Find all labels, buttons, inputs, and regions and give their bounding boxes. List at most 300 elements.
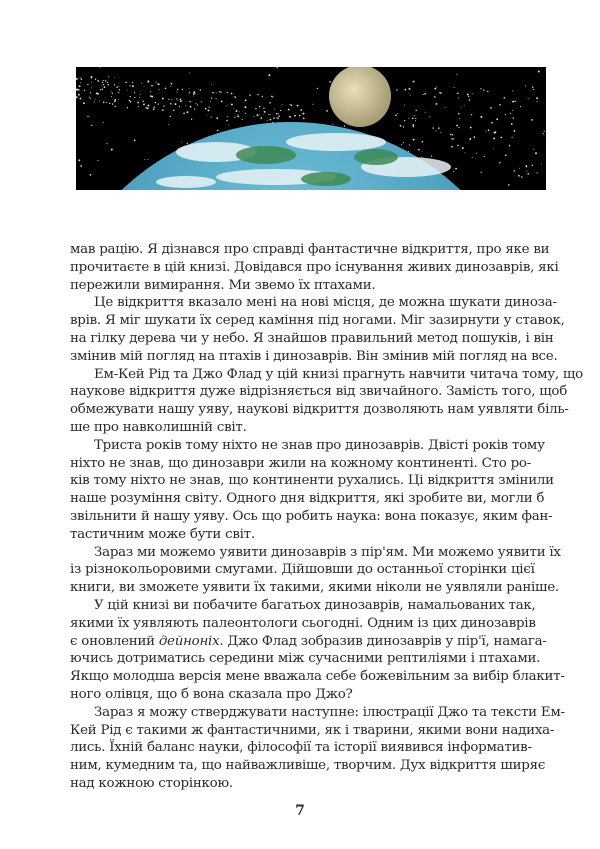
- star: [190, 106, 192, 108]
- text-line: наукове відкриття дуже відрізняється від звичайного. Замість того, щоб: [70, 384, 568, 400]
- text-line: тастичним може бути світ.: [70, 526, 255, 542]
- text-line: на гілку дерева чи у небо. Я знайшов правильний метод пошуків, і він: [70, 330, 554, 346]
- star: [450, 134, 452, 136]
- star: [520, 106, 521, 107]
- star: [418, 149, 420, 151]
- star: [329, 81, 331, 83]
- star: [207, 109, 209, 111]
- star: [458, 113, 460, 115]
- star: [484, 156, 485, 157]
- star: [177, 100, 178, 101]
- star: [525, 85, 526, 86]
- star: [80, 82, 81, 83]
- star: [488, 129, 490, 131]
- star: [80, 165, 82, 167]
- star: [425, 112, 426, 113]
- star: [147, 80, 149, 82]
- star: [84, 90, 85, 91]
- star: [112, 103, 114, 105]
- star: [106, 102, 107, 103]
- star: [511, 123, 513, 125]
- star: [456, 74, 457, 75]
- star: [421, 151, 422, 152]
- star: [280, 110, 281, 111]
- star: [415, 110, 417, 112]
- star: [219, 91, 220, 92]
- star: [185, 105, 186, 106]
- star: [487, 91, 488, 92]
- text-line: над кожною сторінкою.: [70, 775, 233, 791]
- star: [162, 98, 164, 100]
- star: [511, 137, 512, 138]
- star: [472, 93, 473, 94]
- star: [429, 116, 430, 117]
- star: [111, 149, 113, 151]
- star: [544, 131, 545, 132]
- star: [89, 97, 90, 98]
- star: [249, 95, 250, 96]
- star: [129, 100, 130, 101]
- star: [90, 98, 91, 99]
- star: [269, 102, 271, 104]
- star: [294, 115, 296, 117]
- star: [83, 102, 85, 104]
- star: [125, 82, 127, 84]
- star: [139, 97, 140, 98]
- star: [96, 92, 98, 94]
- star: [439, 92, 441, 94]
- star: [211, 97, 212, 98]
- star: [227, 92, 228, 93]
- star: [177, 89, 178, 90]
- star: [157, 84, 158, 85]
- text-line: ніхто не знав, що динозаври жили на кожному континенті. Сто ро-: [70, 455, 531, 471]
- star: [170, 103, 172, 105]
- star: [505, 154, 507, 156]
- star: [171, 99, 172, 100]
- star: [118, 99, 119, 100]
- star: [170, 85, 171, 86]
- star: [504, 97, 506, 99]
- star: [144, 159, 145, 160]
- star: [532, 165, 533, 166]
- star: [401, 144, 402, 145]
- star: [535, 152, 537, 154]
- star: [118, 92, 119, 93]
- star: [155, 102, 156, 103]
- star: [470, 127, 472, 129]
- star: [181, 142, 182, 143]
- star: [95, 99, 96, 100]
- star: [255, 108, 256, 109]
- star: [512, 101, 514, 103]
- star: [434, 96, 436, 98]
- star: [99, 67, 100, 68]
- text-line: обмежувати нашу уяву, наукові відкриття дозволяють нам уявляти біль-: [70, 402, 569, 418]
- paragraph: [70, 294, 565, 365]
- star: [90, 174, 92, 176]
- star: [147, 107, 149, 109]
- star: [397, 113, 398, 114]
- star: [542, 133, 543, 134]
- star: [127, 107, 128, 108]
- star: [187, 111, 189, 113]
- star: [109, 103, 110, 104]
- star: [91, 82, 92, 83]
- star: [268, 74, 270, 76]
- star: [431, 155, 432, 156]
- star: [158, 83, 160, 85]
- star: [115, 106, 116, 107]
- text-line: є оновлений дейноніх. Джо Флад зобразив динозаврів у пір'ї, намага-: [70, 633, 547, 649]
- star: [485, 130, 486, 131]
- star: [187, 143, 188, 144]
- star: [274, 109, 275, 110]
- star: [291, 104, 293, 106]
- star: [150, 91, 151, 92]
- star: [480, 88, 481, 89]
- star: [467, 93, 469, 95]
- star: [528, 98, 529, 99]
- star: [277, 113, 278, 114]
- star: [423, 94, 424, 95]
- star: [112, 93, 113, 94]
- star: [438, 127, 440, 129]
- star: [78, 94, 80, 96]
- star: [459, 118, 460, 119]
- star: [282, 104, 283, 105]
- paragraph: [70, 366, 583, 437]
- star: [263, 108, 264, 109]
- star: [432, 127, 434, 129]
- star: [261, 117, 262, 118]
- star: [226, 105, 227, 106]
- star: [276, 113, 277, 114]
- star: [414, 115, 415, 116]
- star: [81, 79, 82, 80]
- star: [102, 80, 103, 81]
- star: [78, 89, 80, 91]
- star: [193, 93, 195, 95]
- star: [332, 124, 333, 125]
- star: [179, 106, 180, 107]
- text-line: прочитаєте в цій книзі. Довідався про існування живих динозаврів, які: [70, 259, 559, 275]
- star: [326, 110, 328, 112]
- star: [490, 107, 492, 109]
- star: [312, 104, 313, 105]
- star: [440, 132, 441, 133]
- star: [191, 119, 192, 120]
- body-text: [70, 241, 583, 793]
- star: [103, 122, 104, 123]
- star: [452, 138, 454, 140]
- star: [409, 144, 410, 145]
- star: [245, 99, 247, 101]
- star: [200, 89, 202, 91]
- star: [111, 91, 112, 92]
- text-line: лись. Їхній баланс науки, філософії та історії виявився інформатив-: [70, 740, 532, 756]
- star: [532, 86, 534, 88]
- star: [127, 89, 128, 90]
- star: [228, 125, 229, 126]
- star: [193, 96, 194, 97]
- star: [189, 92, 190, 93]
- text-line: Це відкриття вказало мені на нові місця, де можна шукати диноза-: [94, 295, 557, 311]
- star: [526, 171, 527, 172]
- star: [94, 101, 95, 102]
- star: [153, 107, 154, 108]
- star: [480, 116, 482, 118]
- star: [106, 143, 107, 144]
- star: [180, 98, 182, 100]
- star: [513, 170, 515, 172]
- star: [162, 109, 164, 111]
- star: [409, 93, 410, 94]
- star: [195, 103, 196, 104]
- star: [237, 110, 238, 111]
- star: [476, 153, 477, 154]
- star: [421, 157, 422, 158]
- star: [100, 89, 101, 90]
- star: [114, 84, 115, 85]
- star: [415, 118, 416, 119]
- star: [87, 116, 88, 117]
- star: [512, 110, 513, 111]
- star: [469, 138, 471, 140]
- star: [78, 159, 80, 161]
- star: [209, 107, 210, 108]
- star: [259, 114, 260, 115]
- star: [117, 86, 118, 87]
- star: [526, 166, 528, 168]
- text-line: Зараз ми можемо уявити динозаврів з пір'ям. Ми можемо уявити їх: [94, 544, 561, 560]
- star: [171, 83, 173, 85]
- star: [289, 116, 291, 118]
- star: [469, 99, 471, 101]
- star: [465, 152, 466, 153]
- star: [176, 98, 177, 99]
- star: [132, 85, 134, 87]
- star: [409, 88, 411, 90]
- star: [536, 97, 538, 99]
- star: [456, 125, 458, 127]
- star: [175, 103, 177, 105]
- star: [118, 86, 119, 87]
- star: [268, 114, 269, 115]
- star: [512, 117, 514, 119]
- star: [216, 98, 217, 99]
- text-line: Ем-Кей Рід та Джо Флад у цій книзі прагнуть навчити читача тому, що: [94, 366, 583, 382]
- star: [472, 157, 473, 158]
- star: [129, 85, 130, 86]
- star: [412, 117, 414, 119]
- star: [103, 102, 105, 104]
- star: [499, 162, 501, 164]
- star: [79, 85, 81, 87]
- star: [483, 89, 484, 90]
- star: [533, 149, 534, 150]
- star: [76, 90, 77, 91]
- star: [207, 115, 208, 116]
- star: [468, 96, 469, 97]
- earth-moon-illustration: [76, 67, 546, 190]
- star: [134, 92, 135, 93]
- star: [114, 77, 115, 78]
- text-line: врів. Я міг шукати їх серед каміння під ногами. Міг зазирнути у ставок,: [70, 313, 565, 329]
- star: [272, 96, 273, 97]
- star: [173, 109, 175, 111]
- star: [299, 115, 301, 117]
- star: [267, 120, 268, 121]
- star: [451, 146, 453, 148]
- star: [134, 97, 135, 98]
- star: [182, 89, 183, 90]
- star: [513, 130, 515, 132]
- text-line: якими їх уявляють палеонтологи сьогодні. Одним із цих динозаврів: [70, 615, 536, 631]
- star: [481, 172, 482, 173]
- star: [107, 84, 109, 86]
- star: [264, 111, 266, 113]
- earth-moon-icon: [76, 67, 546, 190]
- star: [499, 104, 501, 106]
- star: [297, 105, 299, 107]
- star: [518, 175, 520, 177]
- star: [168, 99, 169, 100]
- star: [97, 80, 99, 82]
- star: [536, 172, 537, 173]
- star: [413, 81, 415, 83]
- star: [500, 137, 502, 139]
- star: [220, 91, 221, 92]
- star: [458, 127, 459, 128]
- star: [269, 114, 270, 115]
- star: [277, 67, 278, 68]
- text-line: мав рацію. Я дізнався про справді фантастичне відкриття, про яке ви: [70, 242, 550, 257]
- page-number: 7: [295, 803, 305, 819]
- star: [102, 82, 103, 83]
- star: [244, 106, 246, 108]
- star: [211, 84, 212, 85]
- star: [434, 88, 436, 90]
- text-line: звільнити й нашу уяву. Ось що робить наука: вона показує, яким фан-: [70, 508, 553, 524]
- text-line: із різнокольоровими смугами. Дійшовши до останньої сторінки цієї: [70, 562, 535, 578]
- star: [454, 87, 455, 88]
- text-line: Зараз я можу стверджувати наступне: ілюстрації Джо та тексти Ем-: [94, 704, 565, 720]
- star: [461, 107, 462, 108]
- star: [471, 114, 472, 115]
- star: [168, 124, 169, 125]
- star: [138, 106, 139, 107]
- star: [97, 160, 98, 161]
- star: [236, 110, 238, 112]
- star: [435, 130, 436, 131]
- star: [509, 145, 510, 146]
- star: [410, 95, 411, 96]
- star: [491, 122, 493, 124]
- star: [412, 124, 414, 126]
- star: [114, 101, 116, 103]
- star: [514, 101, 516, 103]
- star: [183, 112, 185, 114]
- star: [80, 77, 81, 78]
- text-line: ше про навколишній світ.: [70, 419, 247, 435]
- star: [91, 76, 93, 78]
- star: [464, 105, 465, 106]
- star: [234, 96, 235, 97]
- star: [211, 117, 212, 118]
- star: [395, 114, 397, 116]
- star: [105, 80, 106, 81]
- star: [237, 114, 238, 115]
- star: [148, 82, 149, 83]
- text-line: У цій книзі ви побачите багатьох динозаврів, намальованих так,: [94, 597, 536, 613]
- star: [205, 108, 207, 110]
- star: [235, 96, 237, 98]
- star: [263, 114, 264, 115]
- star: [165, 88, 167, 90]
- star: [195, 93, 196, 94]
- star: [99, 100, 100, 101]
- star: [104, 86, 106, 88]
- star: [512, 90, 513, 91]
- star: [130, 96, 131, 97]
- star: [107, 82, 108, 83]
- paragraph: [70, 704, 565, 793]
- star: [257, 94, 258, 95]
- star: [216, 92, 217, 93]
- star: [536, 101, 537, 102]
- star: [455, 168, 457, 170]
- star: [237, 115, 239, 117]
- star: [79, 98, 81, 100]
- star: [278, 115, 280, 117]
- star: [76, 78, 78, 80]
- text-line: ючись дотриматись середини між сучасними рептиліями і птахами.: [70, 651, 541, 667]
- star: [533, 89, 534, 90]
- star: [91, 87, 92, 88]
- star: [408, 118, 409, 119]
- star: [180, 100, 182, 102]
- star: [256, 114, 258, 116]
- star: [538, 71, 540, 73]
- star: [212, 92, 214, 94]
- text-line: ного олівця, що б вона сказала про Джо?: [70, 686, 353, 702]
- star: [102, 89, 103, 90]
- star: [95, 79, 96, 80]
- star: [158, 89, 159, 90]
- star: [413, 139, 415, 141]
- star: [528, 173, 529, 174]
- star: [176, 91, 177, 92]
- star: [130, 101, 132, 103]
- star: [189, 88, 190, 89]
- text-line: наше розуміння світу. Одного дня відкриття, які зробите ви, могли б: [70, 491, 545, 507]
- star: [436, 87, 437, 88]
- star: [231, 93, 233, 95]
- star: [262, 96, 263, 97]
- star: [521, 176, 523, 178]
- text-line: ків тому ніхто не знав, що континенти рухались. Ці відкриття змінили: [70, 473, 554, 489]
- star: [508, 184, 510, 186]
- star: [273, 117, 275, 119]
- star: [151, 85, 153, 87]
- star: [303, 118, 305, 120]
- star: [194, 108, 195, 109]
- star: [241, 119, 242, 120]
- star: [108, 76, 109, 77]
- star: [217, 130, 219, 132]
- text-line: пережили вимирання. Ми звемо їх птахами.: [70, 277, 376, 293]
